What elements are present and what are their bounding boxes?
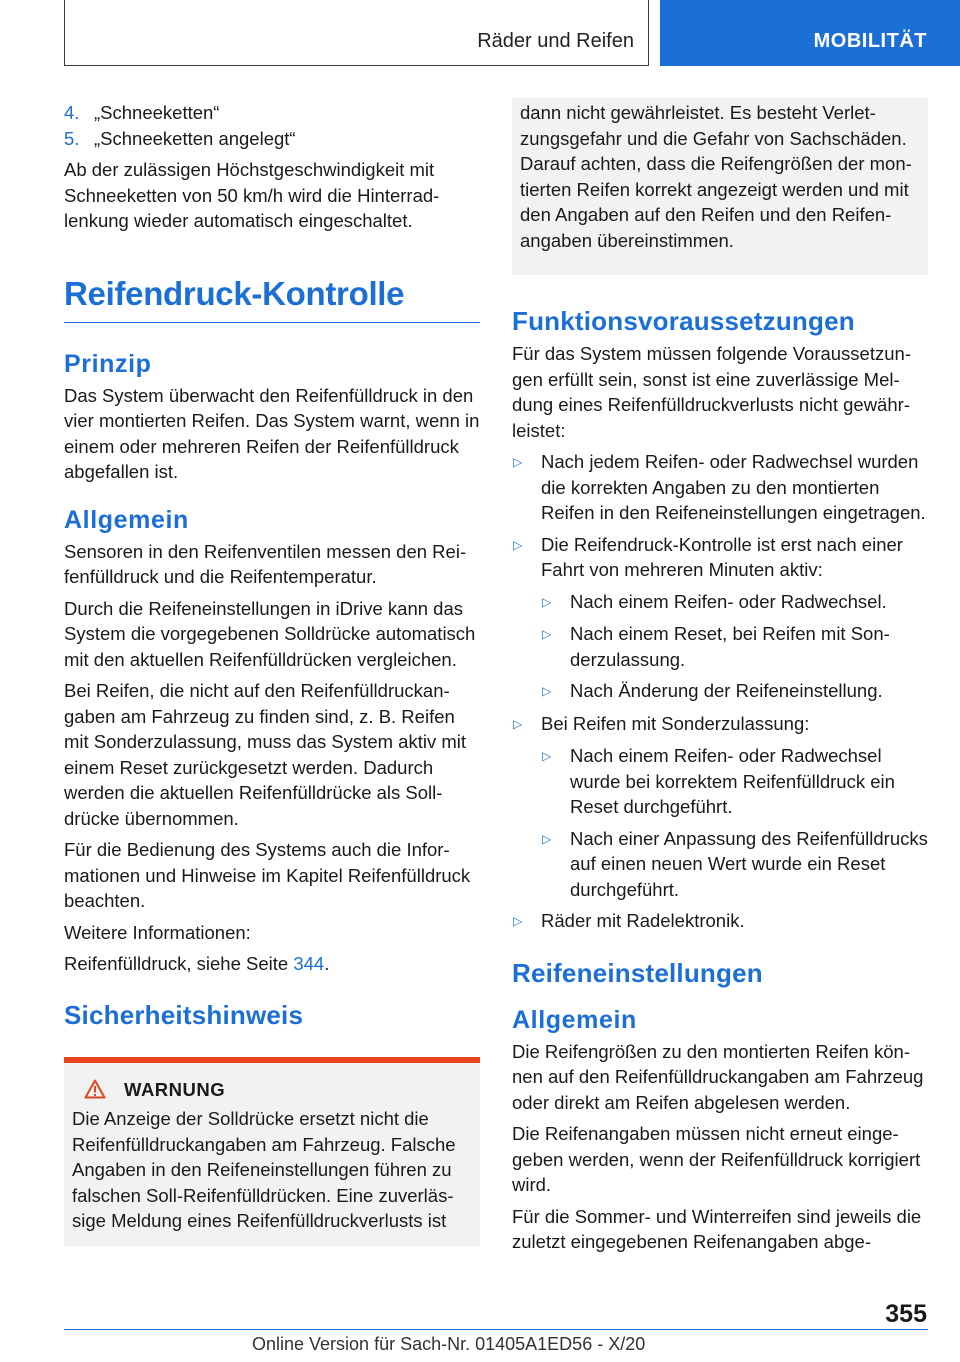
bullet-text: Nach einem Reifen- oder Radwechsel wurde bei korrektem Reifenfülldruck ein Reset durchgeführt.: [570, 745, 895, 817]
list-number: 5.: [64, 127, 80, 149]
intro-paragraph: Ab der zulässigen Höchstgeschwindigkeit mit Schneeketten von 50 km/h wird die Hinterradlenkung wieder automatisch eingeschaltet.: [64, 159, 440, 231]
sub-bullet-item: [541, 743, 928, 820]
section-heading-allgemein: Allgemein: [64, 505, 189, 534]
cross-reference: [64, 951, 480, 977]
warning-box-continued: [512, 98, 928, 275]
list-text: „Schneeketten angelegt“: [94, 127, 296, 149]
prinzip-paragraph: Das System überwacht den Reifenfülldruck in den vier montierten Reifen. Das System warnt, wenn in einem oder mehreren Reifen der Reifenfülldruck abgefallen ist.: [64, 384, 480, 482]
warning-label: WARNUNG: [124, 1078, 226, 1100]
list-item: [64, 100, 480, 126]
sub-bullet-item: [541, 621, 928, 672]
paragraph: Bei Reifen, die nicht auf den Reifenfülldruckangaben am Fahrzeug zu finden sind, z. B. Reifen mit Sonderzulassung, muss das System aktiv mit einem Reset zurückgesetzt werden. Dadurch werden die aktuellen Reifenfülldrücke als Solldrücke übernommen.: [64, 680, 467, 829]
paragraph: Die Reifengrößen zu den montierten Reifen können auf den Reifenfülldruckangaben am Fahrzeug oder direkt am Reifen abgelesen werden.: [512, 1040, 924, 1113]
subsection-heading-allgemein: Allgemein: [512, 1005, 637, 1034]
bullet-triangle-icon: ▷: [513, 914, 523, 928]
bullet-triangle-icon: ▷: [542, 749, 552, 763]
bullet-text: Nach Änderung der Reifeneinstellung.: [570, 680, 883, 701]
bullet-item: [512, 449, 928, 526]
footer-divider: [64, 1329, 928, 1330]
warning-box: [64, 1057, 480, 1246]
section-heading-funktionsvoraussetzungen: Funktionsvoraussetzungen: [512, 306, 855, 336]
sub-list: [512, 743, 928, 902]
bullet-triangle-icon: ▷: [542, 831, 552, 846]
header-chapter-tab[interactable]: [660, 0, 960, 66]
paragraph: Für die Sommer- und Winterreifen sind jeweils die zuletzt eingegebenen Reifenangaben abge-: [512, 1205, 922, 1252]
sub-list: [512, 589, 928, 705]
header-chapter-label: MOBILITÄT: [813, 30, 927, 52]
bullet-item: [512, 908, 928, 935]
bullet-text: Die Reifendruck-Kontrolle ist erst nach einer Fahrt von mehreren Minuten aktiv:: [541, 533, 903, 580]
bullet-item: [512, 711, 928, 738]
reference-end: .: [324, 953, 330, 974]
warning-text: Die Anzeige der Solldrücke ersetzt nicht die Reifenfülldruckangaben am Fahrzeug. Falsche Angaben in den Reifeneinstellungen führen zu falschen Soll-Reifenfülldrücken. Eine zuverlässige Meldung eines Reifenfülldruckverlusts ist: [72, 1108, 456, 1231]
paragraph: Weitere Informationen:: [64, 921, 251, 943]
reference-text: Reifenfülldruck, siehe Seite: [64, 953, 294, 974]
chapter-heading: Reifendruck-Kontrolle: [64, 274, 480, 323]
header-section-title: Räder und Reifen: [477, 30, 634, 52]
section-heading-reifeneinstellungen: Reifeneinstellungen: [512, 957, 763, 988]
list-number: 4.: [64, 102, 80, 123]
header-section-box: [64, 0, 649, 66]
warning-text-continued: dann nicht gewährleistet. Es besteht Verletzungsgefahr und die Gefahr von Sachschäden. Darauf achten, dass die Reifengrößen der montierten Reifen korrekt angezeigt werden und mit den Angaben auf den Reifen und den Reifenangaben übereinstimmen.: [520, 102, 912, 251]
section-heading-sicherheit: Sicherheitshinweis: [64, 999, 304, 1030]
bullet-triangle-icon: ▷: [513, 537, 523, 552]
paragraph: Durch die Reifeneinstellungen in iDrive kann das System die vorgegebenen Solldrücke automatisch mit den aktuellen Reifenfülldrücken vergleichen.: [64, 597, 476, 670]
bullet-text: Räder mit Radelektronik.: [541, 910, 745, 931]
paragraph: Für die Bedienung des Systems auch die Informationen und Hinweise im Kapitel Reifenfülldruck beachten.: [64, 839, 471, 911]
page-reference-link[interactable]: 344: [293, 953, 325, 974]
sub-bullet-item: [541, 678, 928, 705]
warning-header: [72, 1077, 472, 1103]
left-column: [64, 100, 480, 1246]
sub-bullet-item: [541, 589, 928, 616]
bullet-text: Nach einer Anpassung des Reifenfülldrucks auf einen neuen Wert wurde ein Reset durchgeführt.: [570, 827, 928, 900]
list-text: „Schneeketten“: [94, 102, 220, 123]
section-heading-prinzip: Prinzip: [64, 349, 152, 378]
bullet-text: Nach einem Reifen- oder Radwechsel.: [570, 590, 887, 612]
paragraph: Die Reifenangaben müssen nicht erneut eingegeben werden, wenn der Reifenfülldruck korrigiert wird.: [512, 1123, 921, 1195]
bullet-triangle-icon: ▷: [542, 594, 552, 609]
sub-bullet-item: [541, 826, 928, 903]
bullet-text: Nach einem Reset, bei Reifen mit Sonderzulassung.: [570, 623, 890, 670]
bullet-text: Nach jedem Reifen- oder Radwechsel wurden die korrekten Angaben zu den montierten Reifen in den Reifeneinstellungen eingetragen.: [541, 451, 926, 523]
bullet-text: Bei Reifen mit Sonderzulassung:: [541, 712, 810, 734]
right-column: [512, 100, 928, 1261]
paragraph: Für das System müssen folgende Voraussetzungen erfüllt sein, sonst ist eine zuverlässige Meldung eines Reifenfülldruckverlusts nicht gewährleistet:: [512, 343, 911, 441]
bullet-triangle-icon: ▷: [542, 627, 552, 641]
list-item: [64, 126, 480, 152]
bullet-triangle-icon: ▷: [513, 716, 523, 731]
warning-triangle-icon: [84, 1079, 106, 1099]
bullet-triangle-icon: ▷: [513, 455, 523, 469]
paragraph: Sensoren in den Reifenventilen messen den Reifenfülldruck und die Reifentemperatur.: [64, 540, 467, 587]
page-number: 355: [885, 1300, 927, 1328]
footer-text: Online Version für Sach-Nr. 01405A1ED56 - X/20: [252, 1334, 646, 1354]
bullet-item: [512, 532, 928, 583]
bullet-triangle-icon: ▷: [542, 684, 552, 698]
